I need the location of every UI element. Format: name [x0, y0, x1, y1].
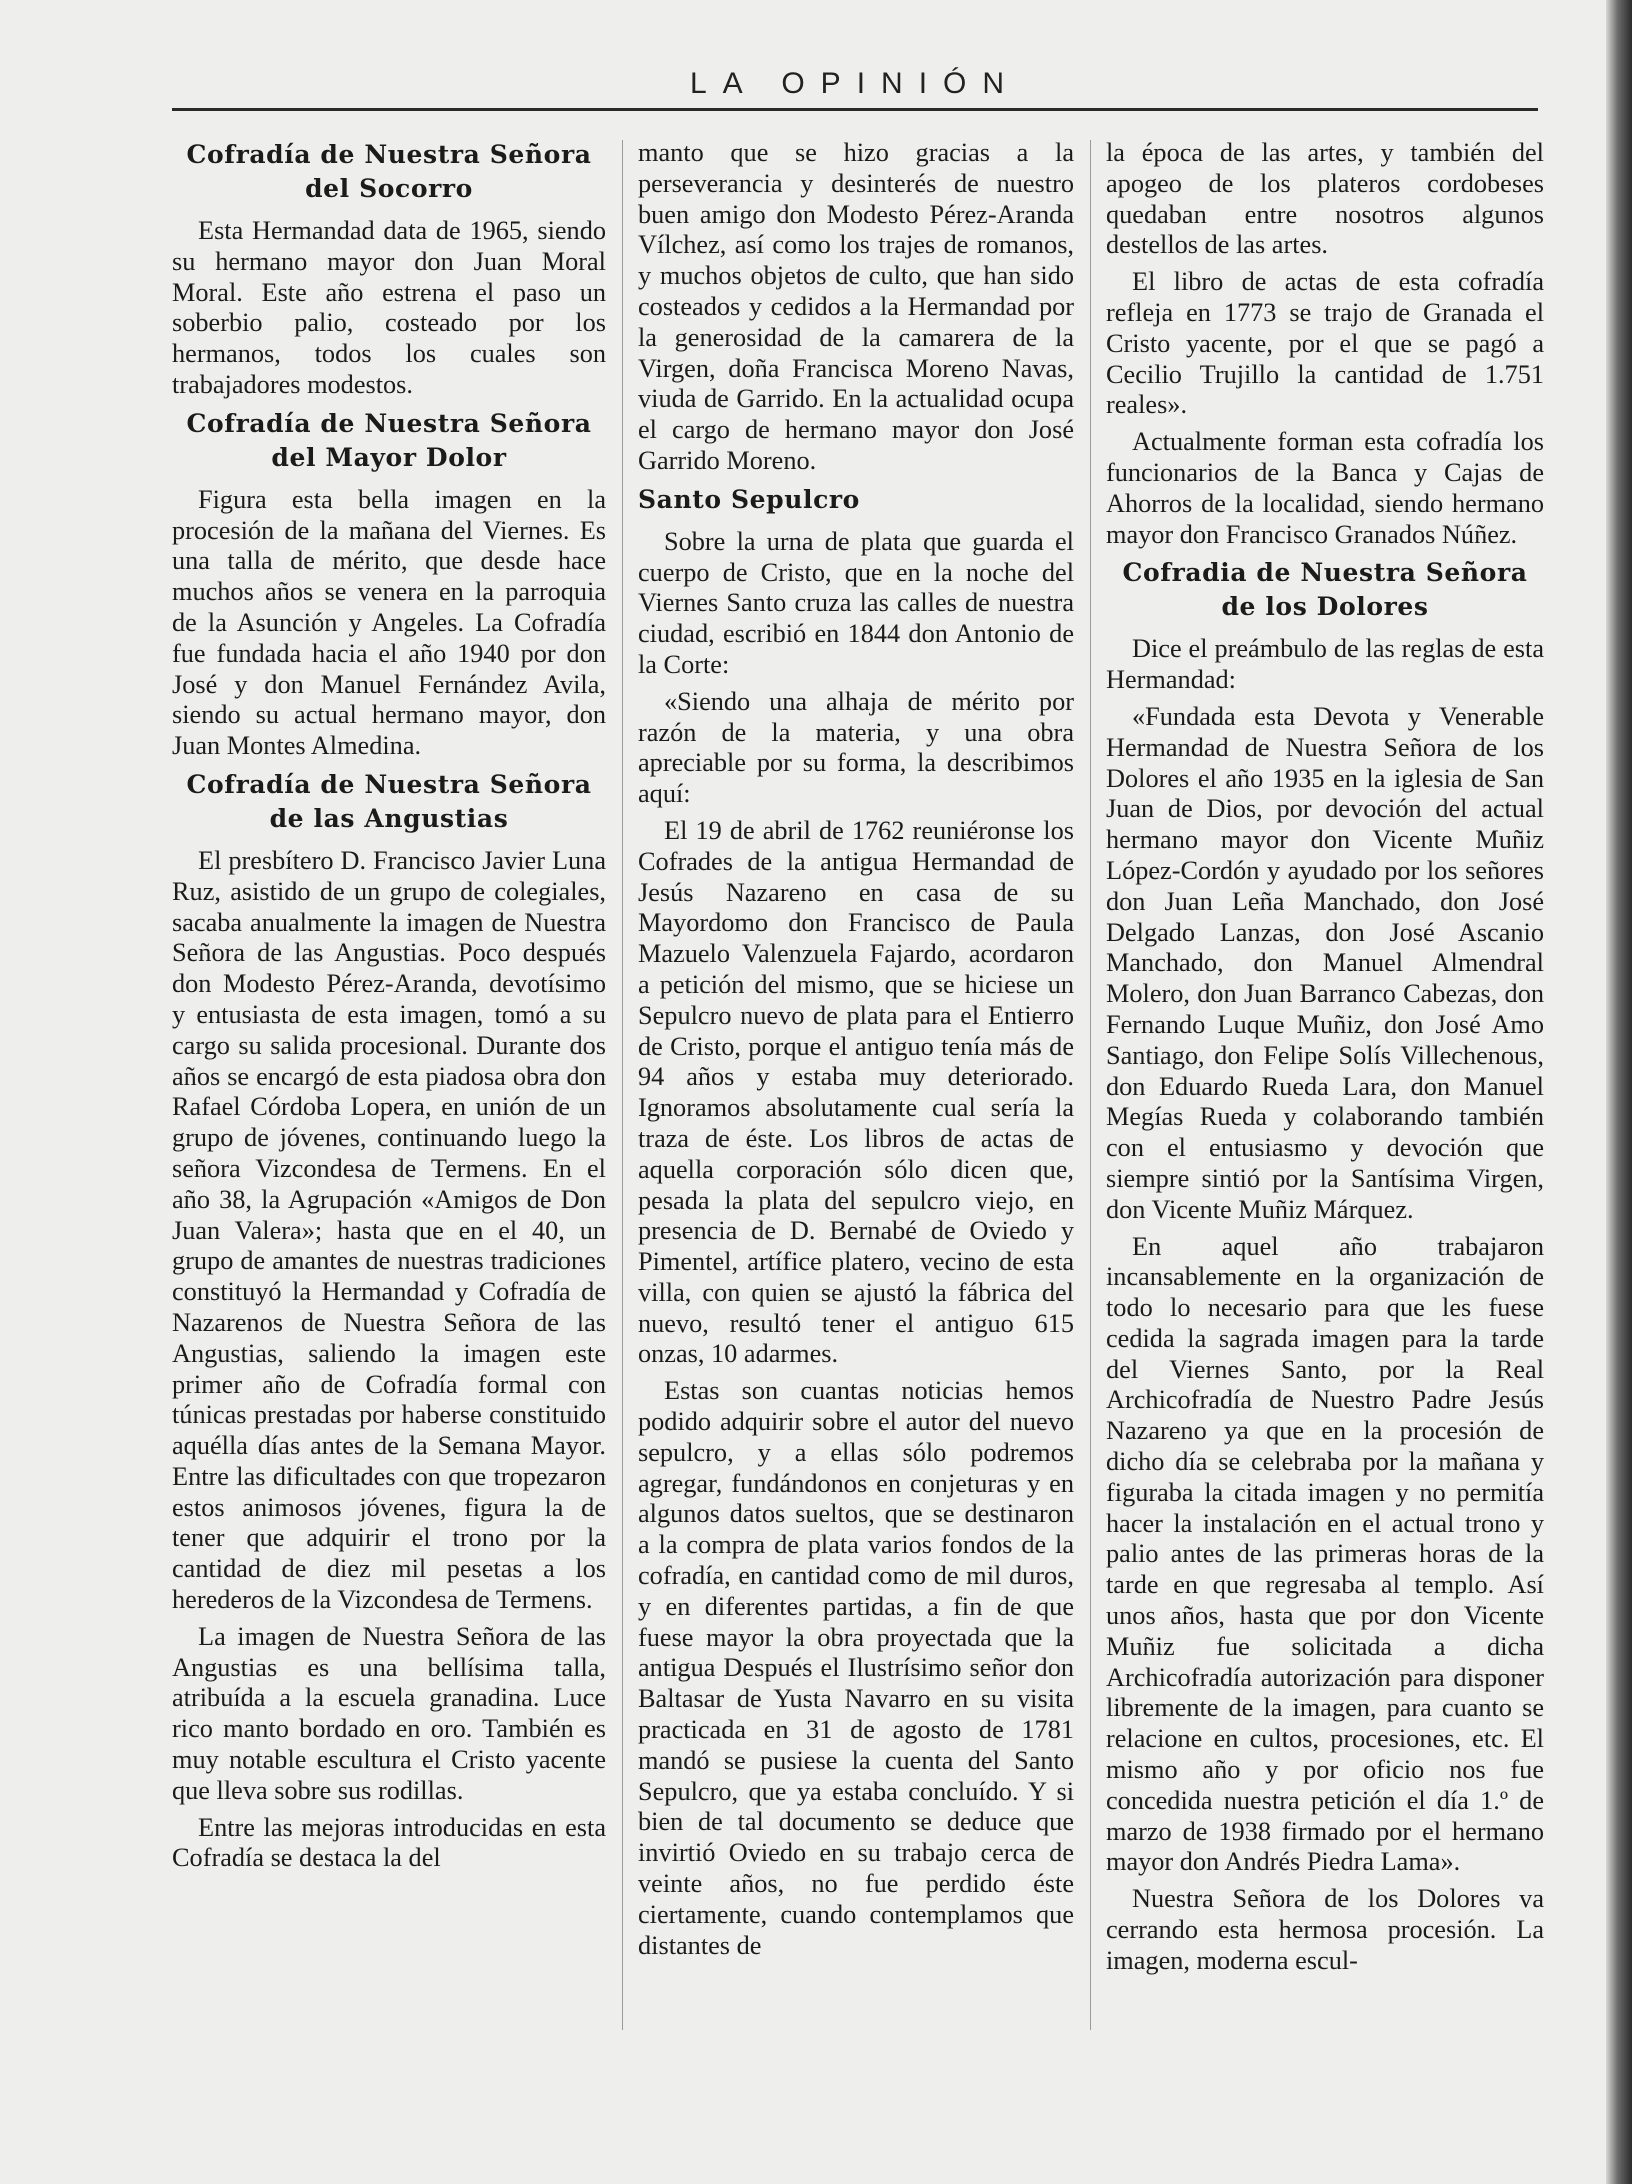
section-heading: Cofradía de Nuestra Señora del Socorro [186, 140, 592, 203]
paragraph: Sobre la urna de plata que guarda el cuerpo de Cristo, que en la noche del Viernes Santo cruza las calles de nuestra ciudad, escribió en 1844 don Antonio de la Corte: [638, 526, 1074, 679]
section-heading: Santo Sepulcro [638, 484, 860, 514]
paragraph: Estas son cuantas noticias hemos podido adquirir sobre el autor del nuevo sepulcro, y a ellas sólo podremos agregar, fundándonos en conjeturas y en algunos datos sueltos, que se destinaron a la compra de plata varios fondos de la cofradía, en cantidad como de mil duros, y en diferentes partidas, a fin de que fuese mayor la obra proyectada que la antigua Después el Ilustrísimo señor don Baltasar de Yusta Navarro en su visita practicada en 31 de agosto de 1781 mandó se pusiese la cuenta del Santo Sepulcro, que ya estaba concluído. Y si bien de tal documento se deduce que invirtió Oviedo en su trabajo cerca de veinte años, no fue perdido éste ciertamente, cuando contemplamos que distantes de [638, 1376, 1074, 1960]
paragraph: la época de las artes, y también del apogeo de los plateros cordobeses quedaban entre nosotros algunos destellos de las artes. [1106, 138, 1544, 260]
section-heading: Cofradía de Nuestra Señora del Mayor Dolor [186, 408, 592, 472]
article-column-3 [1106, 138, 1544, 1983]
paragraph: El 19 de abril de 1762 reuniéronse los Cofrades de la antigua Hermandad de Jesús Nazareno en casa de su Mayordomo don Francisco de Paula Mazuelo Valenzuela Fajardo, acordaron a petición del mismo, que se hiciese un Sepulcro nuevo de plata para el Entierro de Cristo, porque el antiguo tenía más de 94 años y estaba muy deteriorado. Ignoramos absolutamente cual sería la traza de éste. Los libros de actas de aquella corporación sólo dicen que, pesada la plata del sepulcro viejo, en presencia de D. Bernabé de Oviedo y Pimentel, artífice platero, vecino de esta villa, con quien se ajustó la fábrica del nuevo, resultó tener el antiguo 615 onzas, 10 adarmes. [638, 815, 1074, 1369]
paragraph: Esta Hermandad data de 1965, siendo su hermano mayor don Juan Moral Moral. Este año estrena el paso un soberbio palio, costeado por los hermanos, todos los cuales son trabajadores modestos. [172, 216, 606, 399]
paragraph: Dice el preámbulo de las reglas de esta Hermandad: [1106, 634, 1544, 695]
article-column-2 [638, 138, 1074, 1967]
paragraph: «Fundada esta Devota y Venerable Hermandad de Nuestra Señora de los Dolores el año 1935 en la iglesia de San Juan de Dios, por devoción del actual hermano mayor don Vicente Muñiz López-Cordón y ayudado por los señores don Juan Leña Manchado, don José Delgado Lanzas, don José Ascanio Manchado, don Manuel Almendral Molero, don Juan Barranco Cabezas, don Fernando Luque Muñiz, don José Amo Santiago, don Felipe Solís Villechenous, don Eduardo Rueda Lara, don Manuel Megías Rueda y colaborando también con el entusiasmo y devoción que siempre sintió por la Santísima Virgen, don Vicente Muñiz Márquez. [1106, 701, 1544, 1224]
section-heading: Cofradía de Nuestra Señora de las Angustias [186, 769, 592, 833]
paragraph: Entre las mejoras introducidas en esta Cofradía se destaca la del [172, 1812, 606, 1873]
article-column-1 [172, 138, 606, 1880]
paragraph: «Siendo una alhaja de mérito por razón de la materia, y una obra apreciable por su forma, la describimos aquí: [638, 686, 1074, 809]
paragraph: La imagen de Nuestra Señora de las Angustias es una bellísima talla, atribuída a la escuela granadina. Luce rico manto bordado en oro. También es muy notable escultura el Cristo yacente que lleva sobre sus rodillas. [172, 1621, 606, 1805]
column-divider-1 [622, 140, 623, 2030]
page-header [172, 62, 1538, 108]
paragraph: Actualmente forman esta cofradía los funcionarios de la Banca y Cajas de Ahorros de la localidad, siendo hermano mayor don Francisco Granados Núñez. [1106, 427, 1544, 549]
paragraph: En aquel año trabajaron incansablemente en la organización de todo lo necesario para que les fuese cedida la sagrada imagen para la tarde del Viernes Santo, por la Real Archicofradía de Nuestro Padre Jesús Nazareno ya que en la procesión de dicho día se celebraba por la mañana y figuraba la citada imagen y no permitía hacer la instalación en el actual trono y palio antes de las primeras horas de la tarde en que regresaba al templo. Así unos años, hasta que por don Vicente Muñiz fue solicitada a dicha Archicofradía autorización para disponer libremente de la imagen, para cuanto se relacione en cultos, procesiones, etc. El mismo año y por oficio nos fue concedida nuestra petición el día 1.º de marzo de 1938 firmado por el hermano mayor don Andrés Piedra Lama». [1106, 1231, 1544, 1877]
section-heading: Cofradia de Nuestra Señora de los Dolores [1122, 558, 1528, 622]
page-edge-shadow [1606, 0, 1632, 2184]
publication-title: LA OPINIÓN [689, 67, 1021, 100]
paragraph: El libro de actas de esta cofradía refleja en 1773 se trajo de Granada el Cristo yacente, por el que se pagó a Cecilio Trujillo la cantidad de 1.751 reales». [1106, 267, 1544, 420]
paragraph: El presbítero D. Francisco Javier Luna Ruz, asistido de un grupo de colegiales, sacaba anualmente la imagen de Nuestra Señora de las Angustias. Poco después don Modesto Pérez-Aranda, devotísimo y entusiasta de esta imagen, tomó a su cargo su salida procesional. Durante dos años se encargó de esta piadosa obra don Rafael Córdoba Lopera, en unión de un grupo de jóvenes, continuando luego la señora Vizcondesa de Termens. En el año 38, la Agrupación «Amigos de Don Juan Valera»; hasta que en el 40, un grupo de amantes de nuestras tradiciones constituyó la Hermandad y Cofradía de Nazarenos de Nuestra Señora de las Angustias, saliendo la imagen este primer año de Cofradía formal con túnicas prestadas por haberse constituido aquélla días antes de la Semana Mayor. Entre las dificultades con que tropezaron estos animosos jóvenes, figura la de tener que adquirir el trono por la cantidad de diez mil pesetas a los herederos de la Vizcondesa de Termens. [172, 845, 606, 1615]
header-rule [172, 108, 1538, 111]
paragraph: Figura esta bella imagen en la procesión de la mañana del Viernes. Es una talla de mérito, que desde hace muchos años se venera en la parroquia de la Asunción y Angeles. La Cofradía fue fundada hacia el año 1940 por don José y don Manuel Fernández Avila, siendo su actual hermano mayor, don Juan Montes Almedina. [172, 484, 606, 761]
column-divider-2 [1090, 140, 1091, 2030]
paragraph: Nuestra Señora de los Dolores va cerrando esta hermosa procesión. La imagen, moderna escul- [1106, 1884, 1544, 1975]
paragraph: manto que se hizo gracias a la perseverancia y desinterés de nuestro buen amigo don Modesto Pérez-Aranda Vílchez, así como los trajes de romanos, y muchos objetos de culto, que han sido costeados y cedidos a la Hermandad por la generosidad de la camarera de la Virgen, doña Francisca Moreno Navas, viuda de Garrido. En la actualidad ocupa el cargo de hermano mayor don José Garrido Moreno. [638, 138, 1074, 475]
